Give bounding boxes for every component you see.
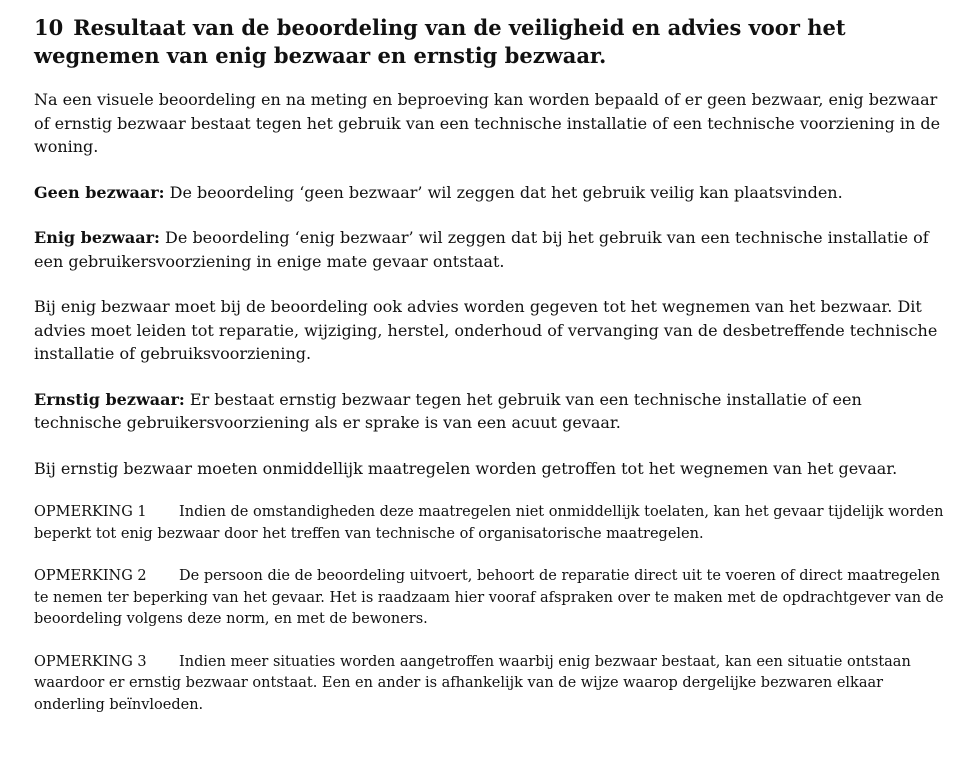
ernstig-bezwaar-term: Ernstig bezwaar: [34,389,185,409]
opmerking-1-text: Indien de omstandigheden deze maatregelen niet onmiddellijk toelaten, kan het gevaar tijdelijk worden beperkt tot enig bezwaar door het treffen van technische of organisatorische maatregelen. [34,504,944,542]
section-title: Resultaat van de beoordeling van de veiligheid en advies voor het wegnemen van enig bezwaar en ernstig bezwaar. [34,15,846,68]
geen-bezwaar-text: De beoordeling ‘geen bezwaar’ wil zeggen dat het gebruik veilig kan plaatsvinden. [164,182,843,202]
opmerking-3-text: Indien meer situaties worden aangetroffen waarbij enig bezwaar bestaat, kan een situatie ontstaan waardoor er ernstig bezwaar ontstaat. Een en ander is afhankelijk van de wijze waarop dergelijke bezwaren elkaar onderling beïnvloeden. [34,653,911,713]
opmerking-2-text: De persoon die de beoordeling uitvoert, behoort de reparatie direct uit te voeren of direct maatregelen te nemen ter beperking van het gevaar. Het is raadzaam hier vooraf afspraken over te maken met de opdrachtgever van de beoordeling volgens deze norm, en met de bewoners. [34,568,944,627]
section-heading [34,14,954,70]
geen-bezwaar-term: Geen bezwaar: [34,182,165,202]
ernstig-bezwaar-maatregelen-paragraph: Bij ernstig bezwaar moeten onmiddellijk maatregelen worden getroffen tot het wegnemen van het gevaar. [34,458,898,478]
section-number: 10 [34,15,64,40]
opmerking-1-label: OPMERKING 1 [34,504,147,520]
enig-bezwaar-paragraph [34,226,954,273]
geen-bezwaar-paragraph [34,181,954,205]
ernstig-bezwaar-paragraph [34,388,954,435]
enig-bezwaar-text: De beoordeling ‘enig bezwaar’ wil zeggen dat bij het gebruik van een technische installatie of een gebruikersvoorziening in enige mate gevaar ontstaat. [34,228,929,271]
opmerking-3 [34,652,954,717]
opmerking-3-label: OPMERKING 3 [34,653,147,670]
enig-bezwaar-term: Enig bezwaar: [34,228,160,247]
opmerking-1 [34,502,954,545]
document-page [34,14,954,737]
intro-paragraph: Na een visuele beoordeling en na meting en beproeving kan worden bepaald of er geen bezwaar, enig bezwaar of ernstig bezwaar bestaat tegen het gebruik van een technische installatie of een technische voorziening in de woning. [34,90,941,156]
ernstig-bezwaar-text: Er bestaat ernstig bezwaar tegen het gebruik van een technische installatie of een technische gebruikersvoorziening als er sprake is van een acuut gevaar. [34,389,862,432]
opmerking-2-label: OPMERKING 2 [34,568,147,584]
enig-bezwaar-advies-paragraph: Bij enig bezwaar moet bij de beoordeling ook advies worden gegeven tot het wegnemen van het bezwaar. Dit advies moet leiden tot reparatie, wijziging, herstel, onderhoud of vervanging van de desbetreffende technische installatie of gebruiksvoorziening. [34,297,938,363]
opmerking-2 [34,566,954,631]
